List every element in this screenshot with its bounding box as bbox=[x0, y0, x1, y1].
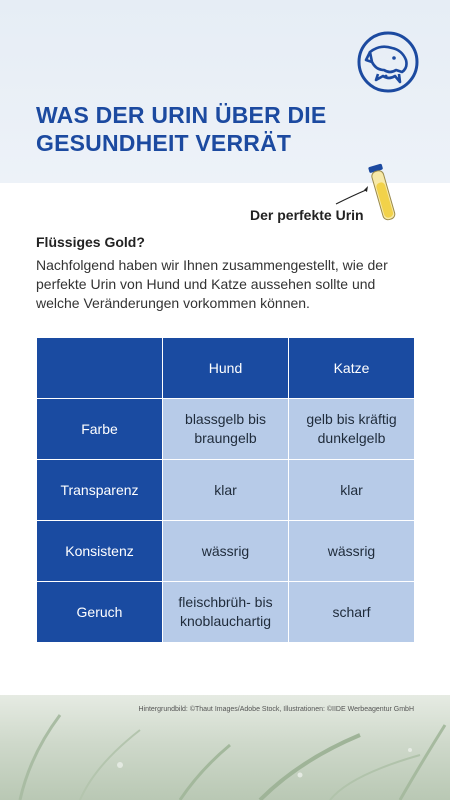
tube-caption: Der perfekte Urin bbox=[250, 207, 364, 223]
table-row bbox=[37, 582, 415, 643]
image-credit: Hintergrundbild: ©Thaut Images/Adobe Stock, Illustrationen: ©IIDE Werbeagentur GmbH bbox=[138, 706, 414, 713]
hund-cell: wässrig bbox=[163, 521, 289, 582]
header-cell-katze: Katze bbox=[289, 338, 415, 399]
page-title bbox=[36, 101, 366, 157]
table-row bbox=[37, 399, 415, 460]
hund-cell: fleischbrüh- bis knoblauchartig bbox=[163, 582, 289, 643]
title-line-1: WAS DER URIN ÜBER DIE bbox=[36, 102, 327, 128]
title-line-2: GESUNDHEIT VERRÄT bbox=[36, 130, 292, 156]
urine-comparison-table bbox=[36, 337, 415, 643]
table-header-row bbox=[37, 338, 415, 399]
intro-paragraph: Nachfolgend haben wir Ihnen zusammengestellt, wie der perfekte Urin von Hund und Katze aussehen sollte und welche Veränderungen vorkommen können. bbox=[36, 257, 388, 311]
katze-cell: klar bbox=[289, 460, 415, 521]
header-cell-empty bbox=[37, 338, 163, 399]
header-cell-hund: Hund bbox=[163, 338, 289, 399]
table-row bbox=[37, 521, 415, 582]
row-label: Transparenz bbox=[37, 460, 163, 521]
katze-cell: gelb bis kräftig dunkelgelb bbox=[289, 399, 415, 460]
dog-cat-logo-icon bbox=[356, 30, 420, 94]
hund-cell: klar bbox=[163, 460, 289, 521]
row-label: Farbe bbox=[37, 399, 163, 460]
row-label: Konsistenz bbox=[37, 521, 163, 582]
katze-cell: scharf bbox=[289, 582, 415, 643]
hund-cell: blassgelb bis braungelb bbox=[163, 399, 289, 460]
table-row bbox=[37, 460, 415, 521]
katze-cell: wässrig bbox=[289, 521, 415, 582]
section-subheading: Flüssiges Gold? bbox=[36, 234, 145, 250]
row-label: Geruch bbox=[37, 582, 163, 643]
